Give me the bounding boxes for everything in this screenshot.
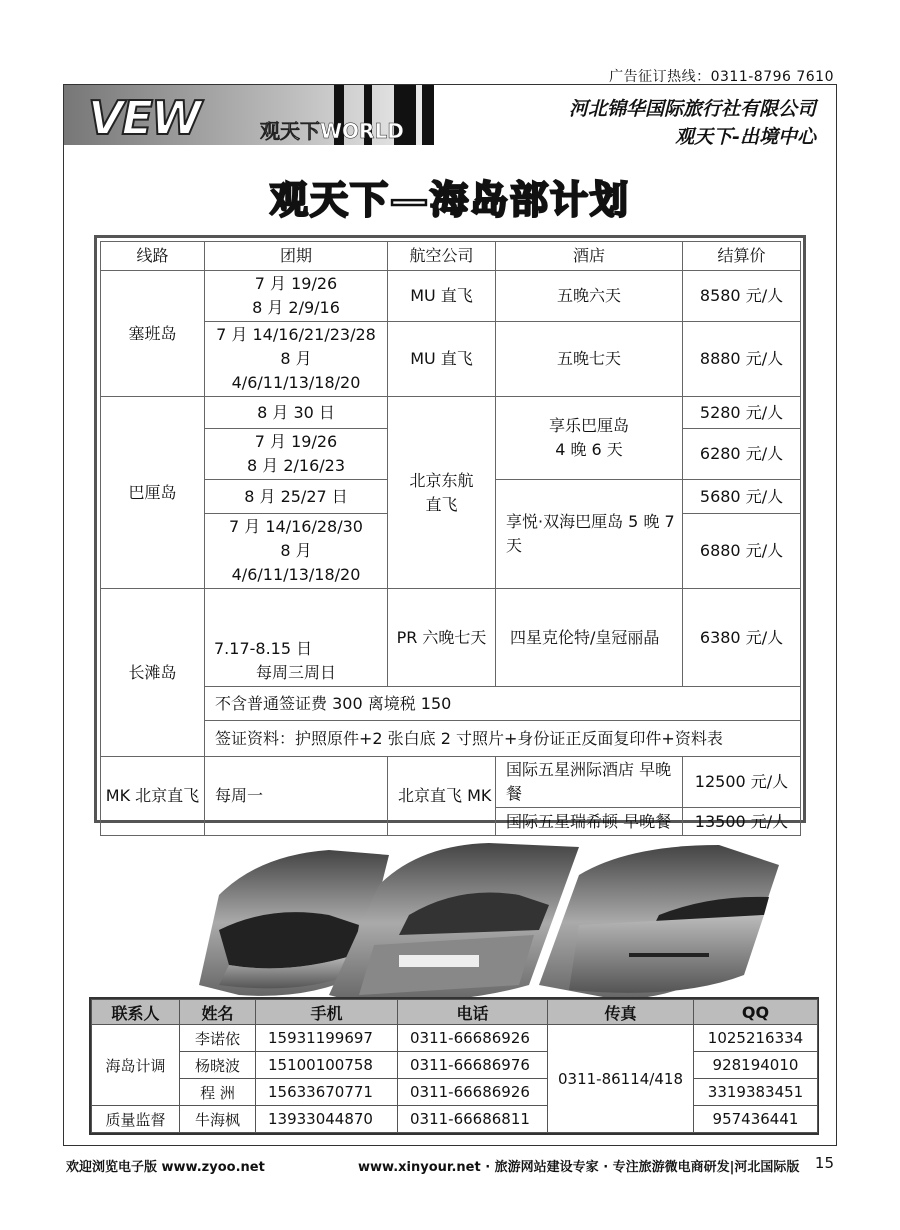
contact-name: 程 洲 [180, 1079, 256, 1106]
dates-cell: 7 月 14/16/21/23/28 8 月 4/6/11/13/18/20 [205, 322, 388, 397]
contact-fax: 0311-86114/418 [548, 1025, 694, 1133]
col-header: QQ [694, 1000, 818, 1025]
dates-cell: 7 月 14/16/28/30 8 月 4/6/11/13/18/20 [205, 514, 388, 589]
contact-mobile: 13933044870 [256, 1106, 398, 1133]
contact-group: 海岛计调 [92, 1025, 180, 1106]
table-header-row [101, 242, 801, 271]
price-cell: 8880 元/人 [683, 322, 801, 397]
contact-phone: 0311-66686811 [398, 1106, 548, 1133]
island-photo-collage [159, 835, 779, 1005]
col-header: 结算价 [683, 242, 801, 271]
route-cell: 长滩岛 [101, 589, 205, 757]
hotel-cell: 国际五星洲际酒店 早晚餐 [496, 757, 683, 808]
col-header: 团期 [205, 242, 388, 271]
price-cell: 5280 元/人 [683, 397, 801, 429]
contact-name: 李诺依 [180, 1025, 256, 1052]
hotel-cell: 五晚六天 [496, 271, 683, 322]
contact-qq: 3319383451 [694, 1079, 818, 1106]
price-cell: 5680 元/人 [683, 480, 801, 514]
page-number: 15 [814, 1154, 834, 1172]
table-row [101, 721, 801, 757]
dates-cell: 7 月 19/26 8 月 2/9/16 [205, 271, 388, 322]
fee-note: 不含普通签证费 300 离境税 150 [205, 687, 801, 721]
contact-qq: 957436441 [694, 1106, 818, 1133]
contact-phone: 0311-66686926 [398, 1079, 548, 1106]
table-row [92, 1052, 818, 1079]
route-cell: 塞班岛 [101, 271, 205, 397]
hotel-cell: 四星克伦特/皇冠丽晶 [496, 589, 683, 687]
airline-cell: PR 六晚七天 [388, 589, 496, 687]
col-header: 电话 [398, 1000, 548, 1025]
route-cell: 巴厘岛 [101, 397, 205, 589]
dates-cell: 8 月 30 日 [205, 397, 388, 429]
col-header: 姓名 [180, 1000, 256, 1025]
price-cell: 13500 元/人 [683, 808, 801, 836]
dates-cell: 每周一 [205, 757, 388, 836]
table-row [92, 1106, 818, 1133]
brand-logo: VEW [88, 91, 200, 145]
table-row [101, 271, 801, 322]
contact-group: 质量监督 [92, 1106, 180, 1133]
table-row [101, 397, 801, 429]
col-header: 传真 [548, 1000, 694, 1025]
contact-qq: 1025216334 [694, 1025, 818, 1052]
col-header: 联系人 [92, 1000, 180, 1025]
plan-table [100, 241, 801, 836]
airline-cell: 北京东航 直飞 [388, 397, 496, 589]
airline-cell: MU 直飞 [388, 322, 496, 397]
contact-phone: 0311-66686976 [398, 1052, 548, 1079]
contact-phone: 0311-66686926 [398, 1025, 548, 1052]
col-header: 酒店 [496, 242, 683, 271]
company-block [569, 95, 816, 151]
hotel-cell: 国际五星瑞希顿 早晚餐 [496, 808, 683, 836]
airline-cell: MU 直飞 [388, 271, 496, 322]
contact-qq: 928194010 [694, 1052, 818, 1079]
contact-mobile: 15931199697 [256, 1025, 398, 1052]
footer-left-link[interactable]: 欢迎浏览电子版 www.zyoo.net [66, 1160, 265, 1175]
ad-hotline: 广告征订热线：0311-8796 7610 [609, 69, 834, 85]
plan-table-wrap [94, 235, 806, 831]
company-name: 河北锦华国际旅行社有限公司 [568, 98, 816, 120]
price-cell: 6280 元/人 [683, 429, 801, 480]
contact-table [91, 999, 818, 1133]
contact-table-wrap [89, 997, 819, 1135]
col-header: 线路 [101, 242, 205, 271]
visa-note: 签证资料：护照原件+2 张白底 2 寸照片+身份证正反面复印件+资料表 [205, 721, 801, 757]
logo-banner [64, 85, 434, 145]
contact-mobile: 15633670771 [256, 1079, 398, 1106]
table-row [101, 687, 801, 721]
contact-header-row [92, 1000, 818, 1025]
dates-cell: 7.17-8.15 日 每周三周日 [205, 589, 388, 687]
col-header: 航空公司 [388, 242, 496, 271]
col-header: 手机 [256, 1000, 398, 1025]
airline-cell: 北京直飞 MK [388, 757, 496, 836]
contact-mobile: 15100100758 [256, 1052, 398, 1079]
photo-beach-pier [539, 845, 779, 1000]
price-cell: 6880 元/人 [683, 514, 801, 589]
brand-logo-sub: 观天下WORLD [260, 119, 404, 143]
dates-cell: 7 月 19/26 8 月 2/16/23 [205, 429, 388, 480]
table-row [101, 322, 801, 397]
page-frame [63, 84, 837, 1146]
dates-cell: 8 月 25/27 日 [205, 480, 388, 514]
price-cell: 12500 元/人 [683, 757, 801, 808]
page-title: 观天下—海岛部计划 [269, 178, 630, 222]
hotel-cell: 享悦·双海巴厘岛 5 晚 7 天 [496, 480, 683, 589]
hotel-cell: 享乐巴厘岛 4 晚 6 天 [496, 397, 683, 480]
price-cell: 8580 元/人 [683, 271, 801, 322]
table-row [92, 1079, 818, 1106]
table-row [101, 757, 801, 808]
hotel-cell: 五晚七天 [496, 322, 683, 397]
contact-name: 牛海枫 [180, 1106, 256, 1133]
company-dept: 观天下-出境中心 [675, 126, 816, 148]
table-row [92, 1025, 818, 1052]
contact-name: 杨晓波 [180, 1052, 256, 1079]
route-cell: MK 北京直飞 [101, 757, 205, 836]
price-cell: 6380 元/人 [683, 589, 801, 687]
table-row [101, 589, 801, 687]
footer-right-link[interactable]: www.xinyour.net · 旅游网站建设专家 · 专注旅游微电商研发|河北国际版 [358, 1160, 800, 1175]
